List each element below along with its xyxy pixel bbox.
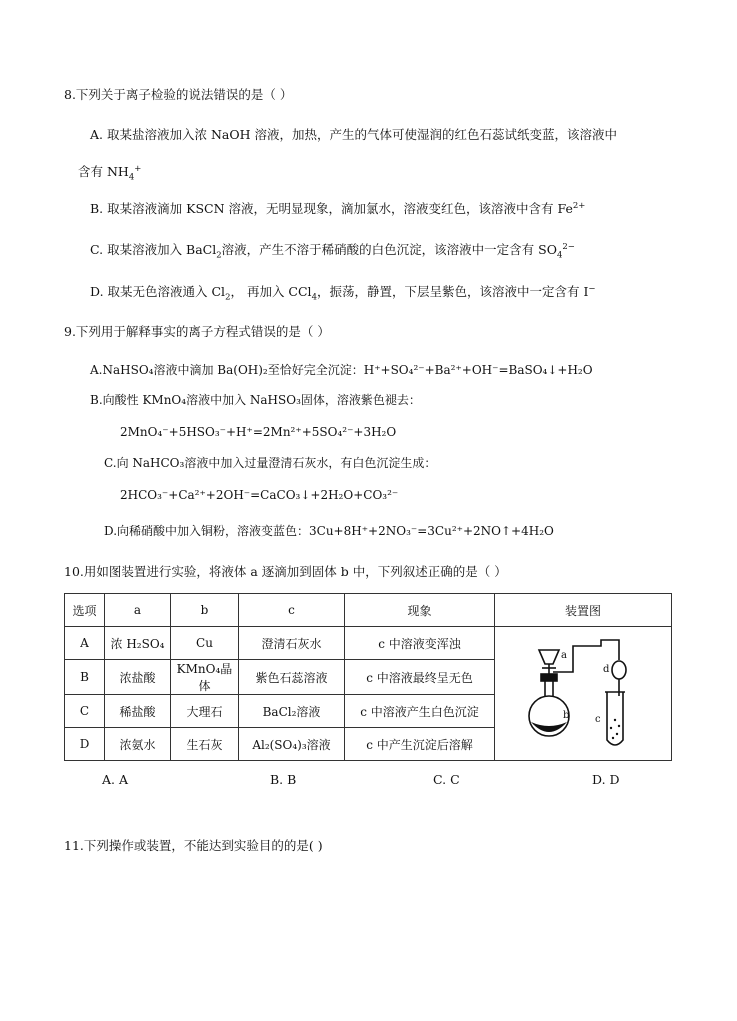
q10-answer-a: A. A [102, 772, 129, 787]
table-cell: c 中产生沉淀后溶解 [345, 728, 495, 761]
q11-stem: 11.下列操作或装置，不能达到实验目的的是( ) [64, 838, 323, 853]
q8-stem: 8.下列关于离子检验的说法错误的是（ ） [64, 87, 293, 102]
table-cell: Al₂(SO₄)₃溶液 [239, 728, 345, 761]
q8-option-b: B. 取某溶液滴加 KSCN 溶液，无明显现象，滴加氯水，溶液变红色，该溶液中含有 $Fe^{2+}$ [90, 200, 586, 216]
table-cell: A [65, 627, 105, 660]
table-cell: 紫色石蕊溶液 [239, 660, 345, 695]
q10-options-table [64, 593, 672, 761]
apparatus-diagram [523, 630, 643, 754]
table-cell: 浓氨水 [105, 728, 171, 761]
q8-option-a-line1: A. 取某盐溶液加入浓 NaOH 溶液，加热，产生的气体可使湿润的红色石蕊试纸变蓝，该溶液中 [90, 127, 617, 142]
apparatus-cell [495, 627, 672, 761]
q9-option-c-equation: 2HCO₃⁻+Ca²⁺+2OH⁻=CaCO₃↓+2H₂O+CO₃²⁻ [120, 488, 399, 502]
table-cell: c 中溶液变浑浊 [345, 627, 495, 660]
table-cell: D [65, 728, 105, 761]
table-cell: 浓 H₂SO₄ [105, 627, 171, 660]
table-cell: BaCl₂溶液 [239, 695, 345, 728]
q9-option-c: C.向 NaHCO₃溶液中加入过量澄清石灰水，有白色沉淀生成： [104, 456, 437, 470]
table-cell: C [65, 695, 105, 728]
apparatus-label-c: c [595, 714, 601, 725]
table-cell: KMnO₄晶体 [171, 660, 239, 695]
apparatus-label-d: d [603, 664, 610, 675]
table-cell: 生石灰 [171, 728, 239, 761]
table-cell: c 中溶液产生白色沉淀 [345, 695, 495, 728]
q9-option-b-equation: 2MnO₄⁻+5HSO₃⁻+H⁺=2Mn²⁺+5SO₄²⁻+3H₂O [120, 425, 397, 439]
header-cell: c [239, 594, 345, 627]
q10-answer-b: B. B [270, 772, 297, 787]
apparatus-label-b: b [563, 710, 570, 721]
q10-answer-c: C. C [433, 772, 460, 787]
table-cell: B [65, 660, 105, 695]
header-cell: 现象 [345, 594, 495, 627]
table-header-row [65, 594, 672, 627]
q10-answer-d: D. D [592, 772, 620, 787]
header-cell: a [105, 594, 171, 627]
header-cell: b [171, 594, 239, 627]
q10-stem: 10.用如图装置进行实验，将液体 a 逐滴加到固体 b 中，下列叙述正确的是（ ） [64, 564, 507, 579]
q8-option-d: D. 取某无色溶液通入 $Cl_2$， 再加入 CCl$_4$，振荡，静置，下层呈紫色，该溶液中一定含有 I− [90, 283, 596, 303]
table-cell: 大理石 [171, 695, 239, 728]
table-cell: 澄清石灰水 [239, 627, 345, 660]
q8-option-a-line2: 含有 $NH_4^+$ [78, 163, 142, 183]
table-cell: c 中溶液最终呈无色 [345, 660, 495, 695]
header-cell: 装置图 [495, 594, 672, 627]
q9-option-a: A.NaHSO₄溶液中滴加 Ba(OH)₂至恰好完全沉淀：H⁺+SO₄²⁻+Ba²⁺+OH⁻=BaSO₄↓+H₂O [90, 363, 593, 377]
header-cell: 选项 [65, 594, 105, 627]
table-cell: Cu [171, 627, 239, 660]
q9-option-b: B.向酸性 KMnO₄溶液中加入 NaHSO₃固体，溶液紫色褪去： [90, 393, 421, 407]
q8-option-c: C. 取某溶液加入 BaCl$_2$溶液，产生不溶于稀硝酸的白色沉淀，该溶液中一定含有 $SO_4^{2-}$ [90, 241, 575, 261]
q9-option-d: D.向稀硝酸中加入铜粉，溶液变蓝色：3Cu+8H⁺+2NO₃⁻=3Cu²⁺+2NO↑+4H₂O [104, 524, 554, 538]
apparatus-label-a: a [561, 650, 567, 661]
table-row [65, 627, 672, 660]
table-cell: 稀盐酸 [105, 695, 171, 728]
table-cell: 浓盐酸 [105, 660, 171, 695]
q9-stem: 9.下列用于解释事实的离子方程式错误的是（ ） [64, 324, 330, 339]
